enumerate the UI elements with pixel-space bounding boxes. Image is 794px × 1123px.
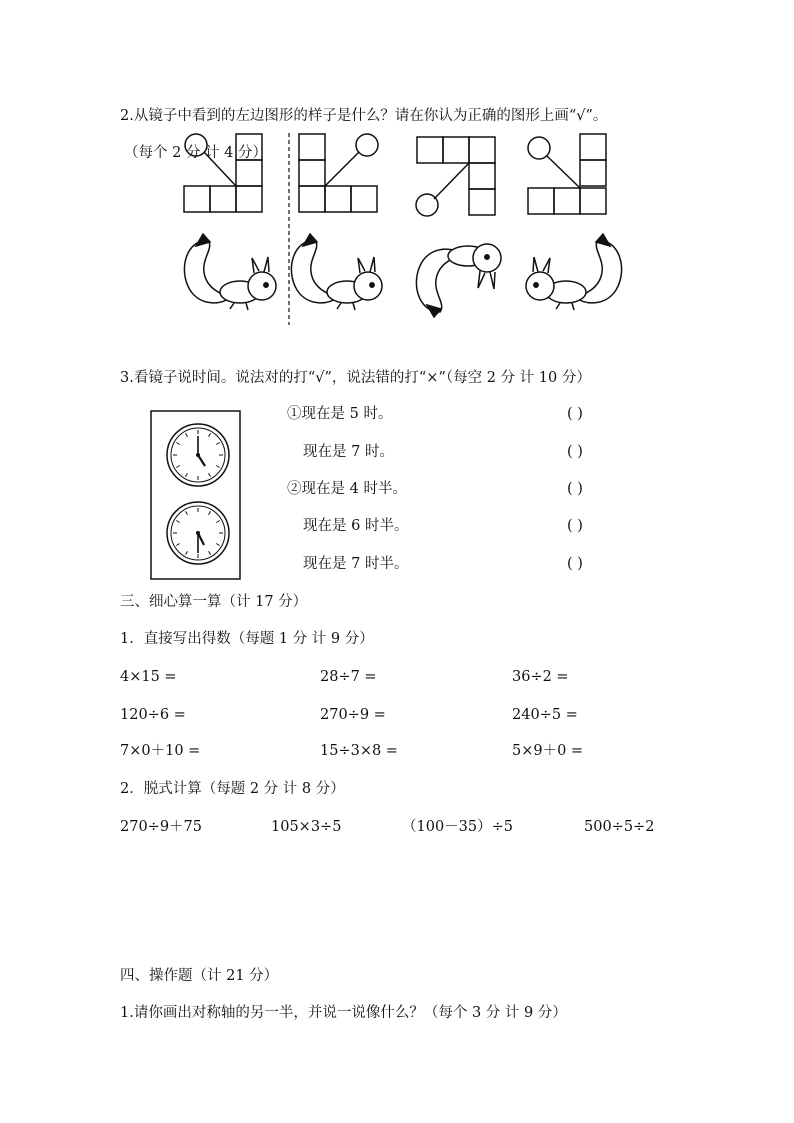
calc-item: 7×0＋10 = bbox=[120, 743, 201, 759]
calc-item: 120÷6 = bbox=[120, 707, 186, 723]
section4-title: 四、操作题（计 21 分） bbox=[120, 968, 279, 984]
q3-title: 3.看镜子说时间。说法对的打“√”，说法错的打“×”（每空 2 分 计 10 分） bbox=[120, 370, 591, 386]
q3-answer-5[interactable]: ( ) bbox=[567, 556, 583, 572]
figure-original bbox=[184, 134, 262, 212]
q2-title: 2.从镜子中看到的左边图形的样子是什么？请在你认为正确的图形上画“√”。 bbox=[120, 108, 608, 124]
step-calc-item: 270÷9＋75 bbox=[120, 819, 203, 835]
squirrel-original bbox=[184, 234, 276, 310]
section3-sub2-title: 2．脱式计算（每题 2 分 计 8 分） bbox=[120, 781, 345, 797]
calc-item: 270÷9 = bbox=[320, 707, 386, 723]
q3-item-1: ①现在是 5 时。 bbox=[287, 406, 393, 422]
step-calc-item: 105×3÷5 bbox=[271, 819, 342, 835]
q3-answer-4[interactable]: ( ) bbox=[567, 518, 583, 534]
q3-item-5: 现在是 7 时半。 bbox=[303, 556, 409, 572]
q3-item-4: 现在是 6 时半。 bbox=[303, 518, 409, 534]
calc-item: 28÷7 = bbox=[320, 669, 377, 685]
mirror-frame bbox=[151, 411, 240, 579]
calc-item: 240÷5 = bbox=[512, 707, 578, 723]
calc-item: 5×9＋0 = bbox=[512, 743, 584, 759]
squirrel-option-b[interactable] bbox=[416, 244, 501, 317]
calc-item: 4×15 = bbox=[120, 669, 177, 685]
q3-answer-3[interactable]: ( ) bbox=[567, 481, 583, 497]
section3-sub1-title: 1．直接写出得数（每题 1 分 计 9 分） bbox=[120, 631, 374, 647]
clock-1 bbox=[167, 424, 229, 486]
calc-item: 15÷3×8 = bbox=[320, 743, 398, 759]
q3-item-3: ②现在是 4 时半。 bbox=[287, 481, 407, 497]
q2-score: （每个 2 分 计 4 分） bbox=[124, 145, 267, 161]
q3-answer-1[interactable]: ( ) bbox=[567, 406, 583, 422]
step-calc-item: 500÷5÷2 bbox=[584, 819, 655, 835]
step-calc-item: （100－35）÷5 bbox=[402, 819, 514, 835]
section4-q1: 1.请你画出对称轴的另一半，并说一说像什么？（每个 3 分 计 9 分） bbox=[120, 1005, 567, 1021]
q2-figures bbox=[0, 0, 794, 330]
figure-option-c[interactable] bbox=[528, 134, 606, 214]
section3-title: 三、细心算一算（计 17 分） bbox=[120, 594, 308, 610]
squirrel-option-a[interactable] bbox=[291, 234, 382, 310]
squirrel-option-c[interactable] bbox=[526, 234, 622, 310]
figure-option-b[interactable] bbox=[416, 137, 495, 216]
clock-2 bbox=[167, 502, 229, 564]
q3-item-2: 现在是 7 时。 bbox=[303, 444, 394, 460]
q3-answer-2[interactable]: ( ) bbox=[567, 444, 583, 460]
calc-item: 36÷2 = bbox=[512, 669, 569, 685]
figure-option-a[interactable] bbox=[299, 134, 378, 212]
